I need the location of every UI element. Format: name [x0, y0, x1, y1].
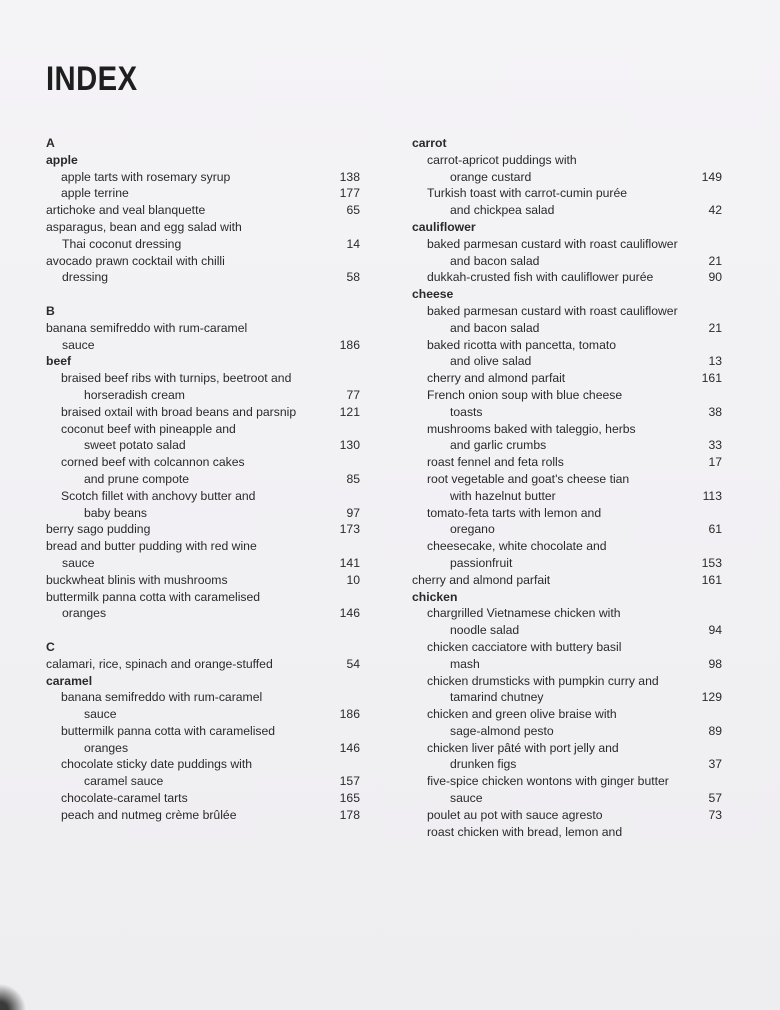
index-entry: [46, 185, 360, 202]
page-number: 149: [701, 169, 722, 184]
index-heading: chicken: [412, 589, 458, 604]
index-entry: [46, 656, 360, 673]
index-entry: [412, 236, 722, 270]
entry-text: baked parmesan custard with roast cauliflower: [427, 303, 678, 318]
index-heading: apple: [46, 152, 78, 167]
entry-text: corned beef with colcannon cakes: [61, 455, 245, 470]
entry-text: horseradish cream: [84, 387, 185, 402]
index-entry: [412, 673, 722, 707]
index-entry: [46, 202, 360, 219]
index-entry: [46, 370, 360, 404]
entry-text: and chickpea salad: [450, 203, 555, 218]
entry-text: bread and butter pudding with red wine: [46, 539, 257, 554]
page-number: 13: [708, 354, 722, 369]
index-entry: [412, 454, 722, 471]
entry-text: dressing: [62, 270, 109, 285]
index-entry: [412, 824, 722, 841]
index-entry: [46, 169, 360, 186]
section-letter: A: [46, 136, 55, 150]
page-number: 21: [708, 320, 722, 335]
page-corner-shadow: [0, 970, 40, 1010]
page-number: 58: [346, 270, 360, 285]
page-number: 113: [702, 488, 722, 503]
index-entry: [46, 320, 360, 354]
index-entry: [412, 471, 722, 505]
entry-text: chargrilled Vietnamese chicken with: [427, 606, 621, 621]
page-title: INDEX: [46, 60, 138, 98]
entry-text: peach and nutmeg crème brûlée: [61, 807, 237, 822]
index-entry: [46, 790, 360, 807]
entry-text: passionfruit: [450, 555, 513, 570]
entry-text: chocolate-caramel tarts: [61, 791, 188, 806]
index-heading: caramel: [46, 673, 93, 688]
entry-text: toasts: [450, 404, 483, 419]
entry-text: sauce: [84, 707, 117, 722]
entry-text: sauce: [62, 337, 95, 352]
page-number: 98: [708, 656, 722, 671]
entry-text: poulet au pot with sauce agresto: [427, 807, 603, 822]
entry-text: sauce: [62, 555, 95, 570]
index-entry: [46, 219, 360, 253]
entry-text: chocolate sticky date puddings with: [61, 757, 253, 772]
section-letter: B: [46, 303, 55, 318]
entry-text: roast chicken with bread, lemon and: [427, 824, 623, 839]
page-number: 161: [701, 371, 722, 386]
index-entry: [46, 454, 360, 488]
index-entry: [412, 740, 722, 774]
index-entry: [412, 370, 722, 387]
page-number: 165: [339, 791, 360, 806]
index-column-right: [412, 135, 722, 840]
entry-text: avocado prawn cocktail with chilli: [46, 253, 225, 268]
section-letter: C: [46, 639, 55, 654]
entry-text: chicken and green olive braise with: [427, 707, 617, 722]
entry-text: sauce: [450, 791, 483, 806]
entry-text: noodle salad: [450, 623, 520, 638]
entry-text: sweet potato salad: [84, 438, 186, 453]
index-entry: [412, 639, 722, 673]
entry-text: with hazelnut butter: [450, 488, 556, 503]
page-number: 97: [346, 505, 360, 520]
index-entry: [412, 538, 722, 572]
entry-text: mushrooms baked with taleggio, herbs: [427, 421, 636, 436]
index-entry: [46, 589, 360, 623]
entry-text: buttermilk panna cotta with caramelised: [46, 589, 261, 604]
entry-text: and bacon salad: [450, 320, 540, 335]
entry-text: mash: [450, 656, 480, 671]
entry-text: five-spice chicken wontons with ginger butter: [427, 774, 669, 789]
index-entry: [46, 253, 360, 287]
entry-text: cheesecake, white chocolate and: [427, 539, 607, 554]
page-number: 21: [708, 253, 722, 268]
entry-text: apple tarts with rosemary syrup: [61, 169, 231, 184]
index-entry: [46, 521, 360, 538]
index-entry: [412, 421, 722, 455]
page-number: 90: [708, 270, 722, 285]
page-number: 146: [339, 740, 360, 755]
index-entry: [412, 572, 722, 589]
index-entry: [46, 538, 360, 572]
entry-text: root vegetable and goat's cheese tian: [427, 471, 630, 486]
entry-text: Thai coconut dressing: [62, 236, 182, 251]
entry-text: orange custard: [450, 169, 532, 184]
entry-text: oranges: [62, 606, 107, 621]
page-number: 10: [346, 572, 360, 587]
index-column-left: [46, 135, 360, 824]
section-gap: [46, 286, 360, 303]
entry-text: braised oxtail with broad beans and parsnip: [61, 404, 297, 419]
page-number: 33: [708, 438, 722, 453]
entry-text: chicken liver pâté with port jelly and: [427, 740, 619, 755]
page-number: 42: [708, 203, 722, 218]
page-number: 73: [708, 807, 722, 822]
page-number: 14: [346, 236, 360, 251]
entry-text: Turkish toast with carrot-cumin purée: [427, 186, 628, 201]
index-entry: [412, 807, 722, 824]
entry-text: buttermilk panna cotta with caramelised: [61, 723, 276, 738]
page-number: 130: [339, 438, 360, 453]
index-entry: [412, 605, 722, 639]
page-number: 89: [708, 723, 722, 738]
entry-text: berry sago pudding: [46, 522, 151, 537]
index-entry: [412, 773, 722, 807]
index-entry: [412, 185, 722, 219]
page-number: 178: [339, 807, 360, 822]
page-number: 177: [339, 186, 360, 201]
entry-text: and olive salad: [450, 354, 532, 369]
entry-text: asparagus, bean and egg salad with: [46, 219, 242, 234]
index-entry: [412, 387, 722, 421]
index-entry: [412, 706, 722, 740]
entry-text: cherry and almond parfait: [427, 371, 566, 386]
page-number: 153: [701, 555, 722, 570]
page-number: 161: [701, 572, 722, 587]
index-entry: [412, 505, 722, 539]
index-entry: [412, 269, 722, 286]
page-number: 186: [339, 707, 360, 722]
index-heading: beef: [46, 354, 72, 369]
index-entry: [46, 488, 360, 522]
index-heading: cauliflower: [412, 219, 476, 234]
page-number: 77: [346, 387, 360, 402]
page-number: 129: [701, 690, 722, 705]
entry-text: drunken figs: [450, 757, 517, 772]
entry-text: baked parmesan custard with roast cauliflower: [427, 236, 678, 251]
page-number: 17: [708, 455, 722, 470]
page-number: 61: [708, 522, 722, 537]
page-number: 65: [346, 203, 360, 218]
page-number: 157: [339, 774, 360, 789]
entry-text: caramel sauce: [84, 774, 164, 789]
page-number: 94: [708, 623, 722, 638]
page-number: 38: [708, 404, 722, 419]
entry-text: coconut beef with pineapple and: [61, 421, 236, 436]
page-number: 121: [339, 404, 360, 419]
index-entry: [412, 303, 722, 337]
entry-text: French onion soup with blue cheese: [427, 387, 623, 402]
entry-text: baked ricotta with pancetta, tomato: [427, 337, 617, 352]
index-entry: [46, 689, 360, 723]
page-number: 186: [339, 337, 360, 352]
entry-text: tomato-feta tarts with lemon and: [427, 505, 602, 520]
page-number: 57: [708, 791, 722, 806]
section-gap: [46, 622, 360, 639]
index-entry: [46, 723, 360, 757]
entry-text: banana semifreddo with rum-caramel: [46, 320, 248, 335]
entry-text: artichoke and veal blanquette: [46, 203, 206, 218]
page-number: 54: [346, 656, 360, 671]
entry-text: oranges: [84, 740, 129, 755]
entry-text: banana semifreddo with rum-caramel: [61, 690, 263, 705]
index-entry: [46, 572, 360, 589]
entry-text: chicken cacciatore with buttery basil: [427, 639, 622, 654]
entry-text: and bacon salad: [450, 253, 540, 268]
entry-text: buckwheat blinis with mushrooms: [46, 572, 228, 587]
entry-text: chicken drumsticks with pumpkin curry and: [427, 673, 659, 688]
entry-text: roast fennel and feta rolls: [427, 455, 564, 470]
index-entry: [46, 404, 360, 421]
entry-text: baby beans: [84, 505, 148, 520]
entry-text: and prune compote: [84, 471, 190, 486]
index-entry: [412, 337, 722, 371]
page-number: 138: [339, 169, 360, 184]
entry-text: and garlic crumbs: [450, 438, 547, 453]
entry-text: braised beef ribs with turnips, beetroot and: [61, 371, 292, 386]
entry-text: cherry and almond parfait: [412, 572, 551, 587]
index-heading: carrot: [412, 136, 447, 150]
entry-text: tamarind chutney: [450, 690, 544, 705]
page-number: 146: [339, 606, 360, 621]
page-number: 173: [339, 522, 360, 537]
index-entry: [46, 421, 360, 455]
entry-text: oregano: [450, 522, 495, 537]
index-entry: [46, 756, 360, 790]
entry-text: Scotch fillet with anchovy butter and: [61, 488, 256, 503]
entry-text: apple terrine: [61, 186, 129, 201]
entry-text: dukkah-crusted fish with cauliflower purée: [427, 270, 654, 285]
index-entry: [46, 807, 360, 824]
entry-text: sage-almond pesto: [450, 723, 554, 738]
page-number: 141: [339, 555, 360, 570]
index-entry: [412, 152, 722, 186]
page-number: 85: [346, 471, 360, 486]
entry-text: carrot-apricot puddings with: [427, 152, 577, 167]
entry-text: calamari, rice, spinach and orange-stuffed: [46, 656, 273, 671]
page-number: 37: [708, 757, 722, 772]
index-heading: cheese: [412, 287, 454, 302]
